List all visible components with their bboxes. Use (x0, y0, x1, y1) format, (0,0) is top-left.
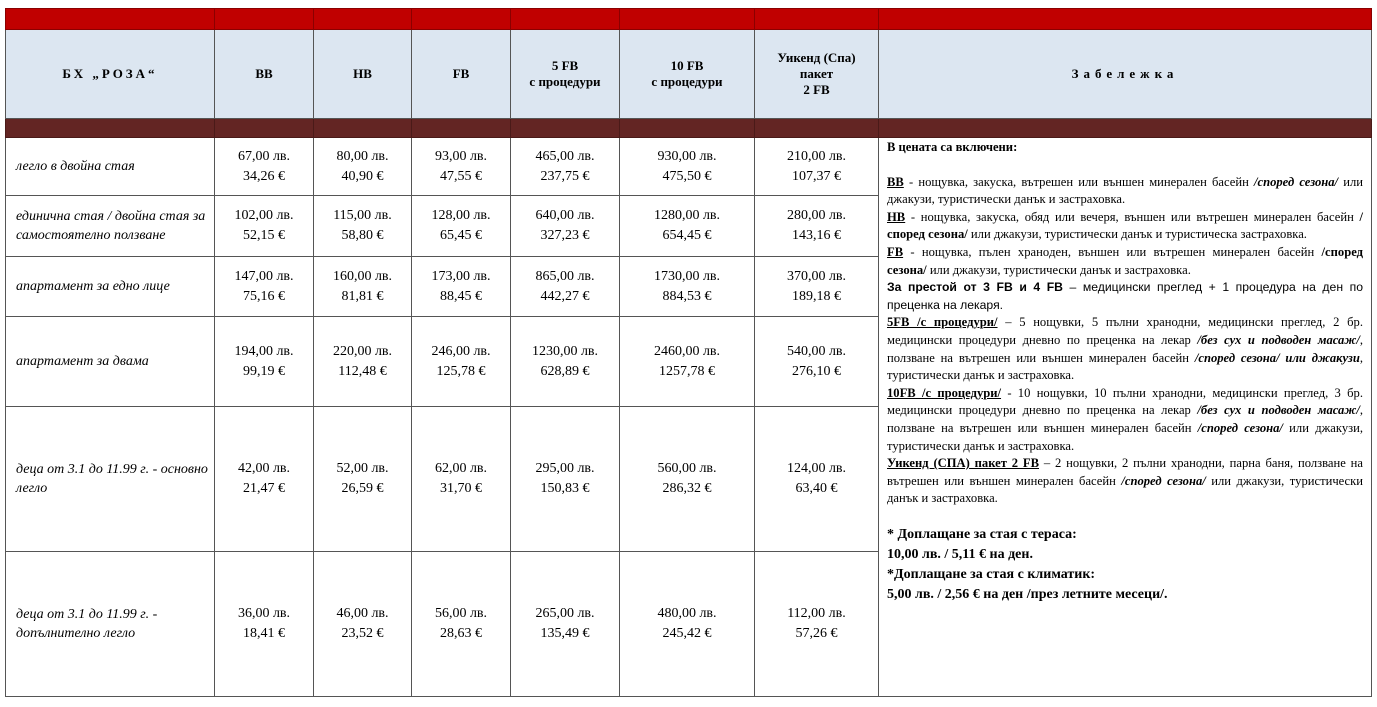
note-bb-label: BB (887, 174, 904, 189)
note-hb-season: /според сезона/ (887, 209, 1363, 242)
price-cell (755, 138, 879, 196)
price-bgn: 93,00 лв. (434, 148, 488, 164)
price-cell (620, 407, 755, 552)
price-bgn: 62,00 лв. (434, 461, 488, 476)
note-5fb-text: – 5 нощувки, 5 пълни хранодни, медицински преглед, 2 бр. медицински процедури дневно по преценка на лекар (887, 315, 1363, 347)
price-bgn: 112,00 лв. (787, 606, 846, 621)
price-table-container (5, 8, 1371, 697)
price-bgn: 42,00 лв. (237, 461, 291, 476)
note-bb-season: /според сезона/ (1254, 174, 1339, 189)
header-weekend-line2: пакет (799, 66, 834, 81)
price-eur: 23,52 € (341, 626, 384, 641)
note-10fb-text: - 10 нощувки, 10 пълни хранодни, медицински преглед, 3 бр. медицински процедури дневно по преценка на лекар (887, 385, 1363, 418)
price-eur: 112,48 € (338, 363, 387, 379)
price-bgn: 124,00 лв. (786, 461, 847, 476)
price-cell (620, 257, 755, 317)
price-cell (412, 552, 511, 697)
price-eur: 81,81 € (341, 288, 384, 304)
note-stay-text: – медицински преглед + 1 процедура на ден по преценка на лекаря. (887, 280, 1363, 312)
price-cell (412, 257, 511, 317)
price-bgn: 540,00 лв. (786, 343, 847, 359)
price-cell (755, 407, 879, 552)
note-10fb (887, 385, 1363, 455)
price-eur: 75,16 € (243, 288, 285, 304)
note-5fb-massage: /без сух и подводен масаж/ (1197, 332, 1360, 347)
price-bgn: 160,00 лв. (332, 268, 393, 284)
price-eur: 143,16 € (792, 228, 841, 243)
price-eur: 57,26 € (795, 626, 838, 641)
price-bgn: 46,00 лв. (336, 606, 389, 621)
note-fb-text: - нощувка, пълен хранoден, външен или вътрешен минерален басейн (903, 244, 1322, 259)
price-bgn: 560,00 лв. (657, 461, 717, 476)
price-cell (620, 138, 755, 196)
note-hb-text: - нощувка, закуска, обяд или вечеря, външен или вътрешен минерален басейн (905, 209, 1360, 224)
row-label: деца от 3.1 до 11.99 г. - основно легло (6, 407, 215, 552)
note-weekend-season: /според сезона/ (1121, 473, 1206, 488)
price-cell (755, 317, 879, 407)
row-label: единична стая / двойна стая за самостоятелно ползване (6, 196, 215, 257)
header-note: Забележка (879, 30, 1372, 119)
note-fb (887, 244, 1363, 279)
note-fb-text2: или джакузи, туристически данък и застраховка. (926, 262, 1191, 277)
note-bb (887, 174, 1363, 209)
price-bgn: 865,00 лв. (535, 268, 595, 284)
top-red-bar (6, 9, 1372, 30)
maroon-divider-bar (6, 119, 1372, 138)
header-10fb (620, 30, 755, 119)
price-bgn: 115,00 лв. (333, 208, 392, 223)
price-cell (215, 407, 314, 552)
header-fb: FB (412, 30, 511, 119)
note-terrace-price: 10,00 лв. / 5,11 € на ден. (887, 546, 1033, 562)
price-cell (412, 317, 511, 407)
header-weekend-line3: 2 FB (803, 82, 830, 97)
header-weekend-line1: Уикенд (Спа) (777, 50, 856, 65)
price-eur: 628,89 € (540, 363, 590, 379)
price-bgn: 1230,00 лв. (531, 343, 599, 359)
price-bgn: 56,00 лв. (434, 606, 488, 621)
price-eur: 26,59 € (341, 481, 384, 496)
header-bb: BB (215, 30, 314, 119)
note-fb-season: /според сезона/ (887, 244, 1363, 277)
note-stay-3-4 (887, 279, 1363, 314)
note-10fb-text2: , ползване на вътрешен или външен минерален басейн (887, 403, 1363, 435)
price-cell (755, 552, 879, 697)
price-bgn: 194,00 лв. (234, 343, 294, 359)
price-eur: 245,42 € (662, 626, 712, 641)
price-cell (755, 257, 879, 317)
price-bgn: 220,00 лв. (332, 343, 393, 359)
price-eur: 135,49 € (540, 626, 590, 641)
price-bgn: 173,00 лв. (431, 268, 491, 284)
header-10fb-line2: с процедури (651, 74, 723, 89)
price-eur: 18,41 € (243, 626, 285, 641)
note-weekend-text: – 2 нощувки, 2 пълни хранодни, парна баня, ползване на вътрешен или външен минерален басейн (887, 456, 1363, 488)
note-5fb-text3: , туристически данък и застраховка. (887, 350, 1363, 383)
price-eur: 28,63 € (440, 626, 482, 641)
price-eur: 884,53 € (662, 288, 712, 304)
price-eur: 1257,78 € (659, 363, 715, 379)
note-fb-label: FB (887, 244, 904, 259)
price-eur: 125,78 € (436, 363, 486, 379)
price-eur: 65,45 € (440, 228, 482, 243)
price-bgn: 295,00 лв. (535, 461, 595, 476)
price-eur: 99,19 € (243, 363, 285, 379)
row-label: апартамент за едно лице (6, 257, 215, 317)
price-cell (215, 138, 314, 196)
header-5fb-line2: с процедури (529, 74, 601, 89)
price-eur: 286,32 € (662, 481, 712, 496)
price-bgn: 640,00 лв. (535, 208, 595, 223)
note-terrace-title: * Доплащане за стая с тераса: (887, 526, 1077, 542)
price-cell (314, 407, 412, 552)
price-eur: 475,50 € (662, 168, 712, 184)
price-eur: 150,83 € (540, 481, 590, 496)
price-cell (620, 317, 755, 407)
price-table (5, 8, 1372, 697)
row-label: легло в двойна стая (6, 138, 215, 196)
header-5fb-line1: 5 FB (551, 58, 579, 73)
header-10fb-line1: 10 FB (670, 58, 704, 73)
price-eur: 40,90 € (341, 168, 384, 184)
price-cell (314, 317, 412, 407)
price-cell (755, 196, 879, 257)
note-10fb-massage: /без сух и подводен масаж/ (1197, 403, 1360, 418)
price-eur: 88,45 € (440, 288, 482, 304)
price-bgn: 246,00 лв. (431, 343, 491, 359)
price-cell (511, 257, 620, 317)
note-10fb-text3: или джакузи, туристически данък и застраховка. (887, 420, 1363, 453)
price-cell (412, 138, 511, 196)
price-bgn: 67,00 лв. (237, 148, 291, 164)
price-eur: 237,75 € (540, 168, 590, 184)
price-cell (215, 257, 314, 317)
price-eur: 107,37 € (792, 168, 841, 184)
note-5fb (887, 314, 1363, 384)
price-cell (511, 552, 620, 697)
note-hb-label: HB (887, 209, 906, 224)
price-bgn: 480,00 лв. (657, 606, 717, 621)
price-cell (314, 552, 412, 697)
price-cell (215, 196, 314, 257)
price-cell (511, 407, 620, 552)
price-eur: 34,26 € (243, 168, 285, 184)
price-eur: 31,70 € (440, 481, 482, 496)
notes-cell (879, 138, 1372, 697)
price-bgn: 465,00 лв. (535, 148, 595, 164)
price-eur: 654,45 € (662, 228, 712, 243)
price-bgn: 210,00 лв. (786, 148, 847, 164)
header-room-type: БХ „РОЗА“ (6, 30, 215, 119)
price-cell (412, 196, 511, 257)
price-eur: 189,18 € (792, 288, 841, 304)
row-label: деца от 3.1 до 11.99 г. - допълнително легло (6, 552, 215, 697)
price-eur: 327,23 € (540, 228, 590, 243)
price-cell (620, 196, 755, 257)
price-cell (511, 196, 620, 257)
price-bgn: 930,00 лв. (657, 148, 717, 164)
table-row (6, 138, 1372, 196)
note-hb (887, 209, 1363, 244)
note-stay-bold: За престой от 3 FB и 4 FB (887, 280, 1063, 295)
price-bgn: 80,00 лв. (336, 148, 389, 164)
header-row (6, 30, 1372, 119)
header-5fb (511, 30, 620, 119)
note-10fb-label: 10FB /с процедури/ (887, 385, 1002, 400)
note-bb-text2: или джакузи, туристически данък и застраховка. (887, 174, 1363, 207)
price-cell (620, 552, 755, 697)
price-eur: 276,10 € (792, 363, 841, 379)
price-bgn: 102,00 лв. (234, 208, 294, 223)
price-eur: 442,27 € (540, 288, 590, 304)
header-hb: HB (314, 30, 412, 119)
price-bgn: 147,00 лв. (234, 268, 294, 284)
price-bgn: 265,00 лв. (535, 606, 595, 621)
price-bgn: 128,00 лв. (431, 208, 491, 223)
note-5fb-label: 5FB /с процедури/ (887, 315, 998, 330)
price-bgn: 1730,00 лв. (653, 268, 721, 284)
price-cell (215, 317, 314, 407)
price-cell (314, 257, 412, 317)
note-weekend-label: Уикенд (СПА) пакет 2 FB (887, 456, 1040, 471)
note-weekend (887, 455, 1363, 508)
price-cell (511, 138, 620, 196)
note-weekend-text2: или джакузи, туристически данък и застраховка. (887, 473, 1363, 506)
header-weekend (755, 30, 879, 119)
price-bgn: 370,00 лв. (786, 268, 847, 284)
price-cell (215, 552, 314, 697)
price-eur: 63,40 € (795, 481, 838, 496)
price-bgn: 2460,00 лв. (653, 343, 721, 359)
price-eur: 58,80 € (341, 228, 384, 243)
price-bgn: 280,00 лв. (786, 208, 847, 223)
price-bgn: 52,00 лв. (336, 461, 389, 476)
note-10fb-season: /според сезона/ (1197, 420, 1283, 435)
price-bgn: 36,00 лв. (237, 606, 291, 621)
price-bgn: 1280,00 лв. (653, 208, 721, 223)
price-cell (511, 317, 620, 407)
note-hb-text2: или джакузи, туристически данък и туристическа застраховка. (967, 227, 1307, 242)
price-cell (314, 138, 412, 196)
price-eur: 47,55 € (440, 168, 482, 184)
notes-included-title: В цената са включени: (887, 140, 1018, 154)
note-5fb-text2: , ползване на вътрешен или външен минерален басейн (887, 332, 1363, 365)
note-ac-price: 5,00 лв. / 2,56 € на ден /през летните месеци/. (887, 586, 1168, 602)
note-5fb-season: /според сезона/ или джакузи (1194, 350, 1360, 365)
price-cell (412, 407, 511, 552)
price-cell (314, 196, 412, 257)
row-label: апартамент за двама (6, 317, 215, 407)
price-eur: 52,15 € (243, 228, 285, 243)
note-ac-title: *Доплащане за стая с климатик: (887, 566, 1096, 582)
note-bb-text: - нощувка, закуска, вътрешен или външен минерален басейн (903, 174, 1254, 189)
price-eur: 21,47 € (243, 481, 285, 496)
